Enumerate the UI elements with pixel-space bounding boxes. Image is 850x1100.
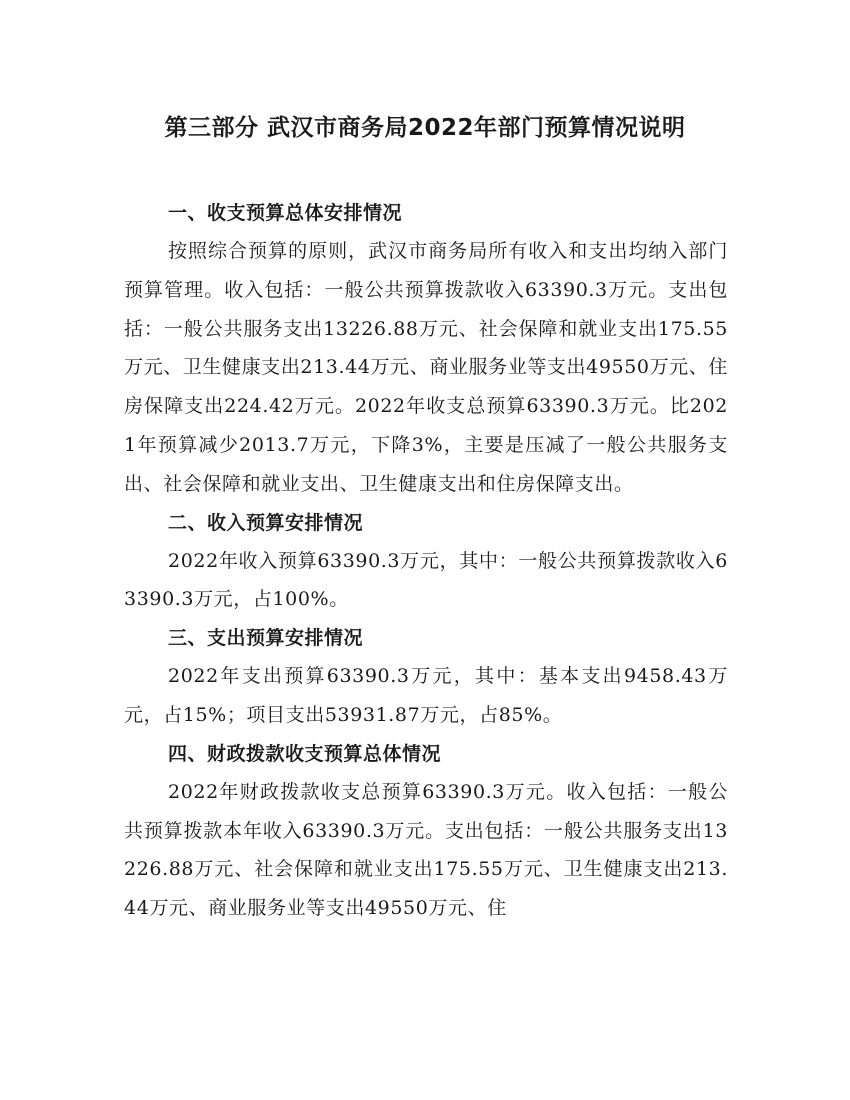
section-heading: 三、支出预算安排情况: [168, 627, 364, 650]
section-paragraph: 2022年支出预算63390.3万元，其中：基本支出9458.43万元，占15%；项目支出53931.87万元，占85%。: [124, 665, 728, 726]
section-fiscal-allocation: [124, 735, 728, 928]
section-heading: 二、收入预算安排情况: [168, 511, 364, 534]
section-paragraph: 2022年财政拨款收支总预算63390.3万元。收入包括：一般公共预算拨款本年收入63390.3万元。支出包括：一般公共服务支出13226.88万元、社会保障和就业支出175.55万元、卫生健康支出213.44万元、商业服务业等支出49550万元、住: [124, 780, 728, 920]
section-paragraph: 按照综合预算的原则，武汉市商务局所有收入和支出均纳入部门预算管理。收入包括：一般公共预算拨款收入63390.3万元。支出包括：一般公共服务支出13226.88万元、社会保障和就业支出175.55万元、卫生健康支出213.44万元、商业服务业等支出49550万元、住房保障支出224.42万元。2022年收支总预算63390.3万元。比2021年预算减少2013.7万元，下降3%，主要是压减了一般公共服务支出、社会保障和就业支出、卫生健康支出和住房保障支出。: [124, 240, 728, 495]
section-heading: 一、收支预算总体安排情况: [168, 202, 403, 224]
document-title: 第三部分 武汉市商务局2022年部门预算情况说明: [164, 115, 686, 141]
section-heading: 四、财政拨款收支预算总体情况: [168, 742, 442, 765]
section-income-budget: [124, 504, 728, 620]
section-paragraph: 2022年收入预算63390.3万元，其中：一般公共预算拨款收入63390.3万元，占100%。: [124, 549, 728, 611]
section-overall-budget: [124, 194, 728, 504]
document-body: [124, 194, 728, 928]
section-expenditure-budget: [124, 619, 728, 735]
